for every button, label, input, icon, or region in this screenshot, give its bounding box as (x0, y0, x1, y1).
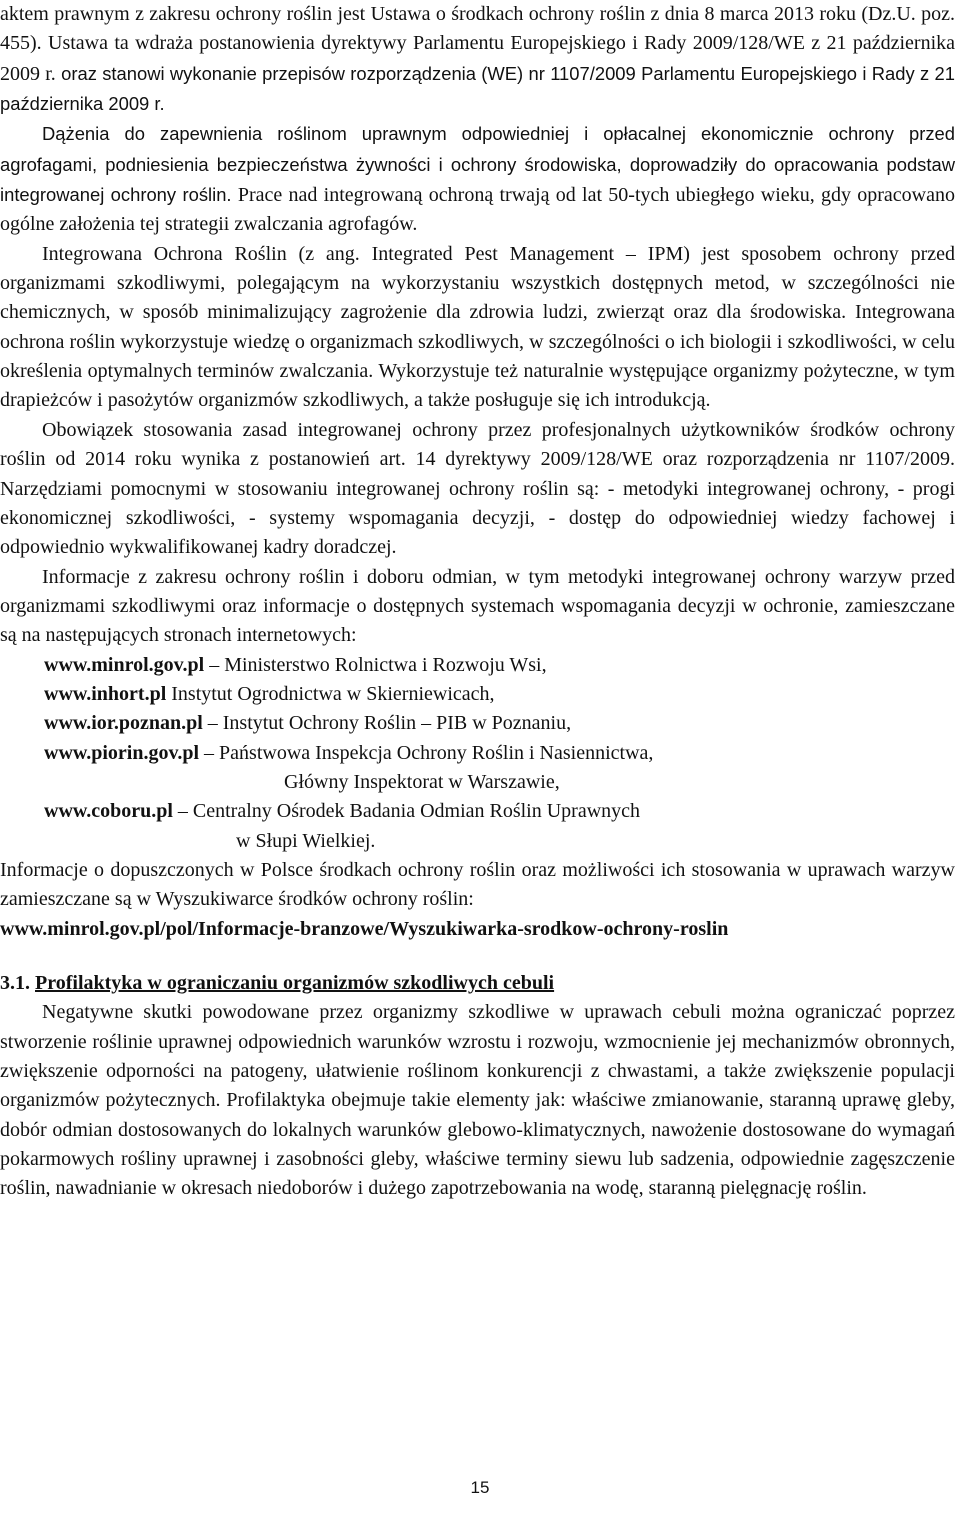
website-desc-continuation: w Słupi Wielkiej. (236, 829, 376, 852)
paragraph-ipm-origins (0, 119, 955, 239)
website-desc: Instytut Ogrodnictwa w Skierniewicach, (166, 682, 495, 705)
website-item (0, 797, 955, 826)
paragraph-ipm-origins-sans: Dążenia do zapewnienia roślinom uprawnym odpowiedniej i opłacalnej ekonomicznie ochrony przed agrofagami, podniesienia bezpieczeństwa żywności i ochrony środowiska, doprowadziły do opracowania podstaw integrowanej ochrony roślin. (0, 123, 955, 206)
section-title: Profilaktyka w ograniczaniu organizmów szkodliwych cebuli (35, 972, 555, 994)
website-desc: – Państwowa Inspekcja Ochrony Roślin i Nasiennictwa, (199, 741, 654, 764)
paragraph-ipm-definition: Integrowana Ochrona Roślin (z ang. Integrated Pest Management – IPM) jest sposobem ochrony przed organizmami szkodliwymi, polegającym na wykorzystaniu wszystkich dostępnych metod, w szczególności nie chemicznych, w sposób minimalizujący zagrożenie dla zdrowia ludzi, zwierząt oraz dla środowiska. Integrowana ochrona roślin wykorzystuje wiedzę o organizmach szkodliwych, w szczególności o ich biologii i szkodliwości, w celu określenia optymalnych terminów zwalczania. Wykorzystuje też naturalnie występujące organizmy pożyteczne, w tym drapieżców i pasożytów organizmów szkodliwych, a także posługuje się ich introdukcją. (0, 242, 955, 412)
section-body: Negatywne skutki powodowane przez organizmy szkodliwe w uprawach cebuli można ograniczać poprzez stworzenie roślinie uprawnej odpowiednich warunków wzrostu i rozwoju, wzmocnienie jej mechanizmów obronnych, zwiększenie odporności na patogeny, ułatwienie roślinom konkurencji z chwastami, a także zwiększenie populacji organizmów pożytecznych. Profilaktyka obejmuje takie elementy jak: właściwe zmianowanie, staranną uprawę gleby, dobór odmian dostosowanych do lokalnych warunków glebowo-klimatycznych, nawożenie dostosowane do wymagań pokarmowych rośliny uprawnej i zasobności gleby, właściwe terminy siewu lub sadzenia, odpowiednie zagęszczenie roślin, nawadnianie w okresach niedoborów i dużego zapotrzebowania na wodę, staranną pielęgnację roślin. (0, 1001, 955, 1200)
section-number: 3.1. (0, 972, 30, 994)
paragraph-ipm-obligation: Obowiązek stosowania zasad integrowanej ochrony przez profesjonalnych użytkowników środków ochrony roślin od 2014 roku wynika z postanowień art. 14 dyrektywy 2009/128/WE oraz rozporządzenia nr 1107/2009. Narzędziami pomocnymi w stosowaniu integrowanej ochrony roślin są: - metodyki integrowanej ochrony, - progi ekonomicznej szkodliwości, - systemy wspomagania decyzji, - dostęp do odpowiedniej wiedzy fachowej i odpowiednio wykwalifikowanej kadry doradczej. (0, 418, 955, 559)
website-link[interactable]: www.ior.poznan.pl (44, 712, 203, 735)
paragraph-ipm-origins-serif: Prace nad integrowaną ochroną trwają od lat 50-tych ubiegłego wieku, gdy opracowano ogólne założenia tej strategii zwalczania agrofagów. (0, 184, 955, 236)
website-link[interactable]: www.minrol.gov.pl (44, 653, 205, 676)
website-desc: – Instytut Ochrony Roślin – PIB w Poznaniu, (202, 712, 572, 735)
paragraph-legal-act (0, 0, 955, 119)
website-desc-continuation: Główny Inspektorat w Warszawie, (284, 770, 560, 793)
website-desc: – Centralny Ośrodek Badania Odmian Roślin Uprawnych (172, 800, 641, 823)
website-desc: – Ministerstwo Rolnictwa i Rozwoju Wsi, (204, 653, 547, 676)
website-item (0, 680, 955, 709)
paragraph-legal-act-sans: oraz stanowi wykonanie przepisów rozporządzenia (WE) nr 1107/2009 Parlamentu Europejskiego i Rady z 21 października 2009 r. (0, 62, 955, 115)
website-list (0, 651, 955, 856)
website-link[interactable]: www.coboru.pl (44, 800, 173, 823)
paragraph-info-sources: Informacje z zakresu ochrony roślin i doboru odmian, w tym metodyki integrowanej ochrony warzyw przed organizmami szkodliwymi oraz informacje o dostępnych systemach wspomagania decyzji w ochronie, zamieszczane są na następujących stronach internetowych: (0, 565, 955, 647)
paragraph-legal-act-serif: aktem prawnym z zakresu ochrony roślin jest Ustawa o środkach ochrony roślin z dnia 8 marca 2013 roku (Dz.U. poz. 455). Ustawa ta wdraża postanowienia dyrektywy Parlamentu Europejskiego i Rady 2009/128/WE z 21 października 2009 r. (0, 3, 955, 85)
website-link[interactable]: www.piorin.gov.pl (44, 741, 200, 764)
search-tool-link[interactable]: www.minrol.gov.pl/pol/Informacje-branzowe/Wyszukiwarka-srodkow-ochrony-roslin (0, 917, 729, 940)
website-link[interactable]: www.inhort.pl (44, 682, 167, 705)
paragraph-search-tool: Informacje o dopuszczonych w Polsce środkach ochrony roślin oraz możliwości ich stosowania w uprawach warzyw zamieszczane są w Wyszukiwarce środków ochrony roślin: (0, 858, 955, 911)
website-item (0, 651, 955, 680)
website-item (0, 739, 955, 768)
website-item (0, 709, 955, 738)
page-number: 15 (470, 1478, 490, 1497)
section-heading (0, 969, 955, 998)
